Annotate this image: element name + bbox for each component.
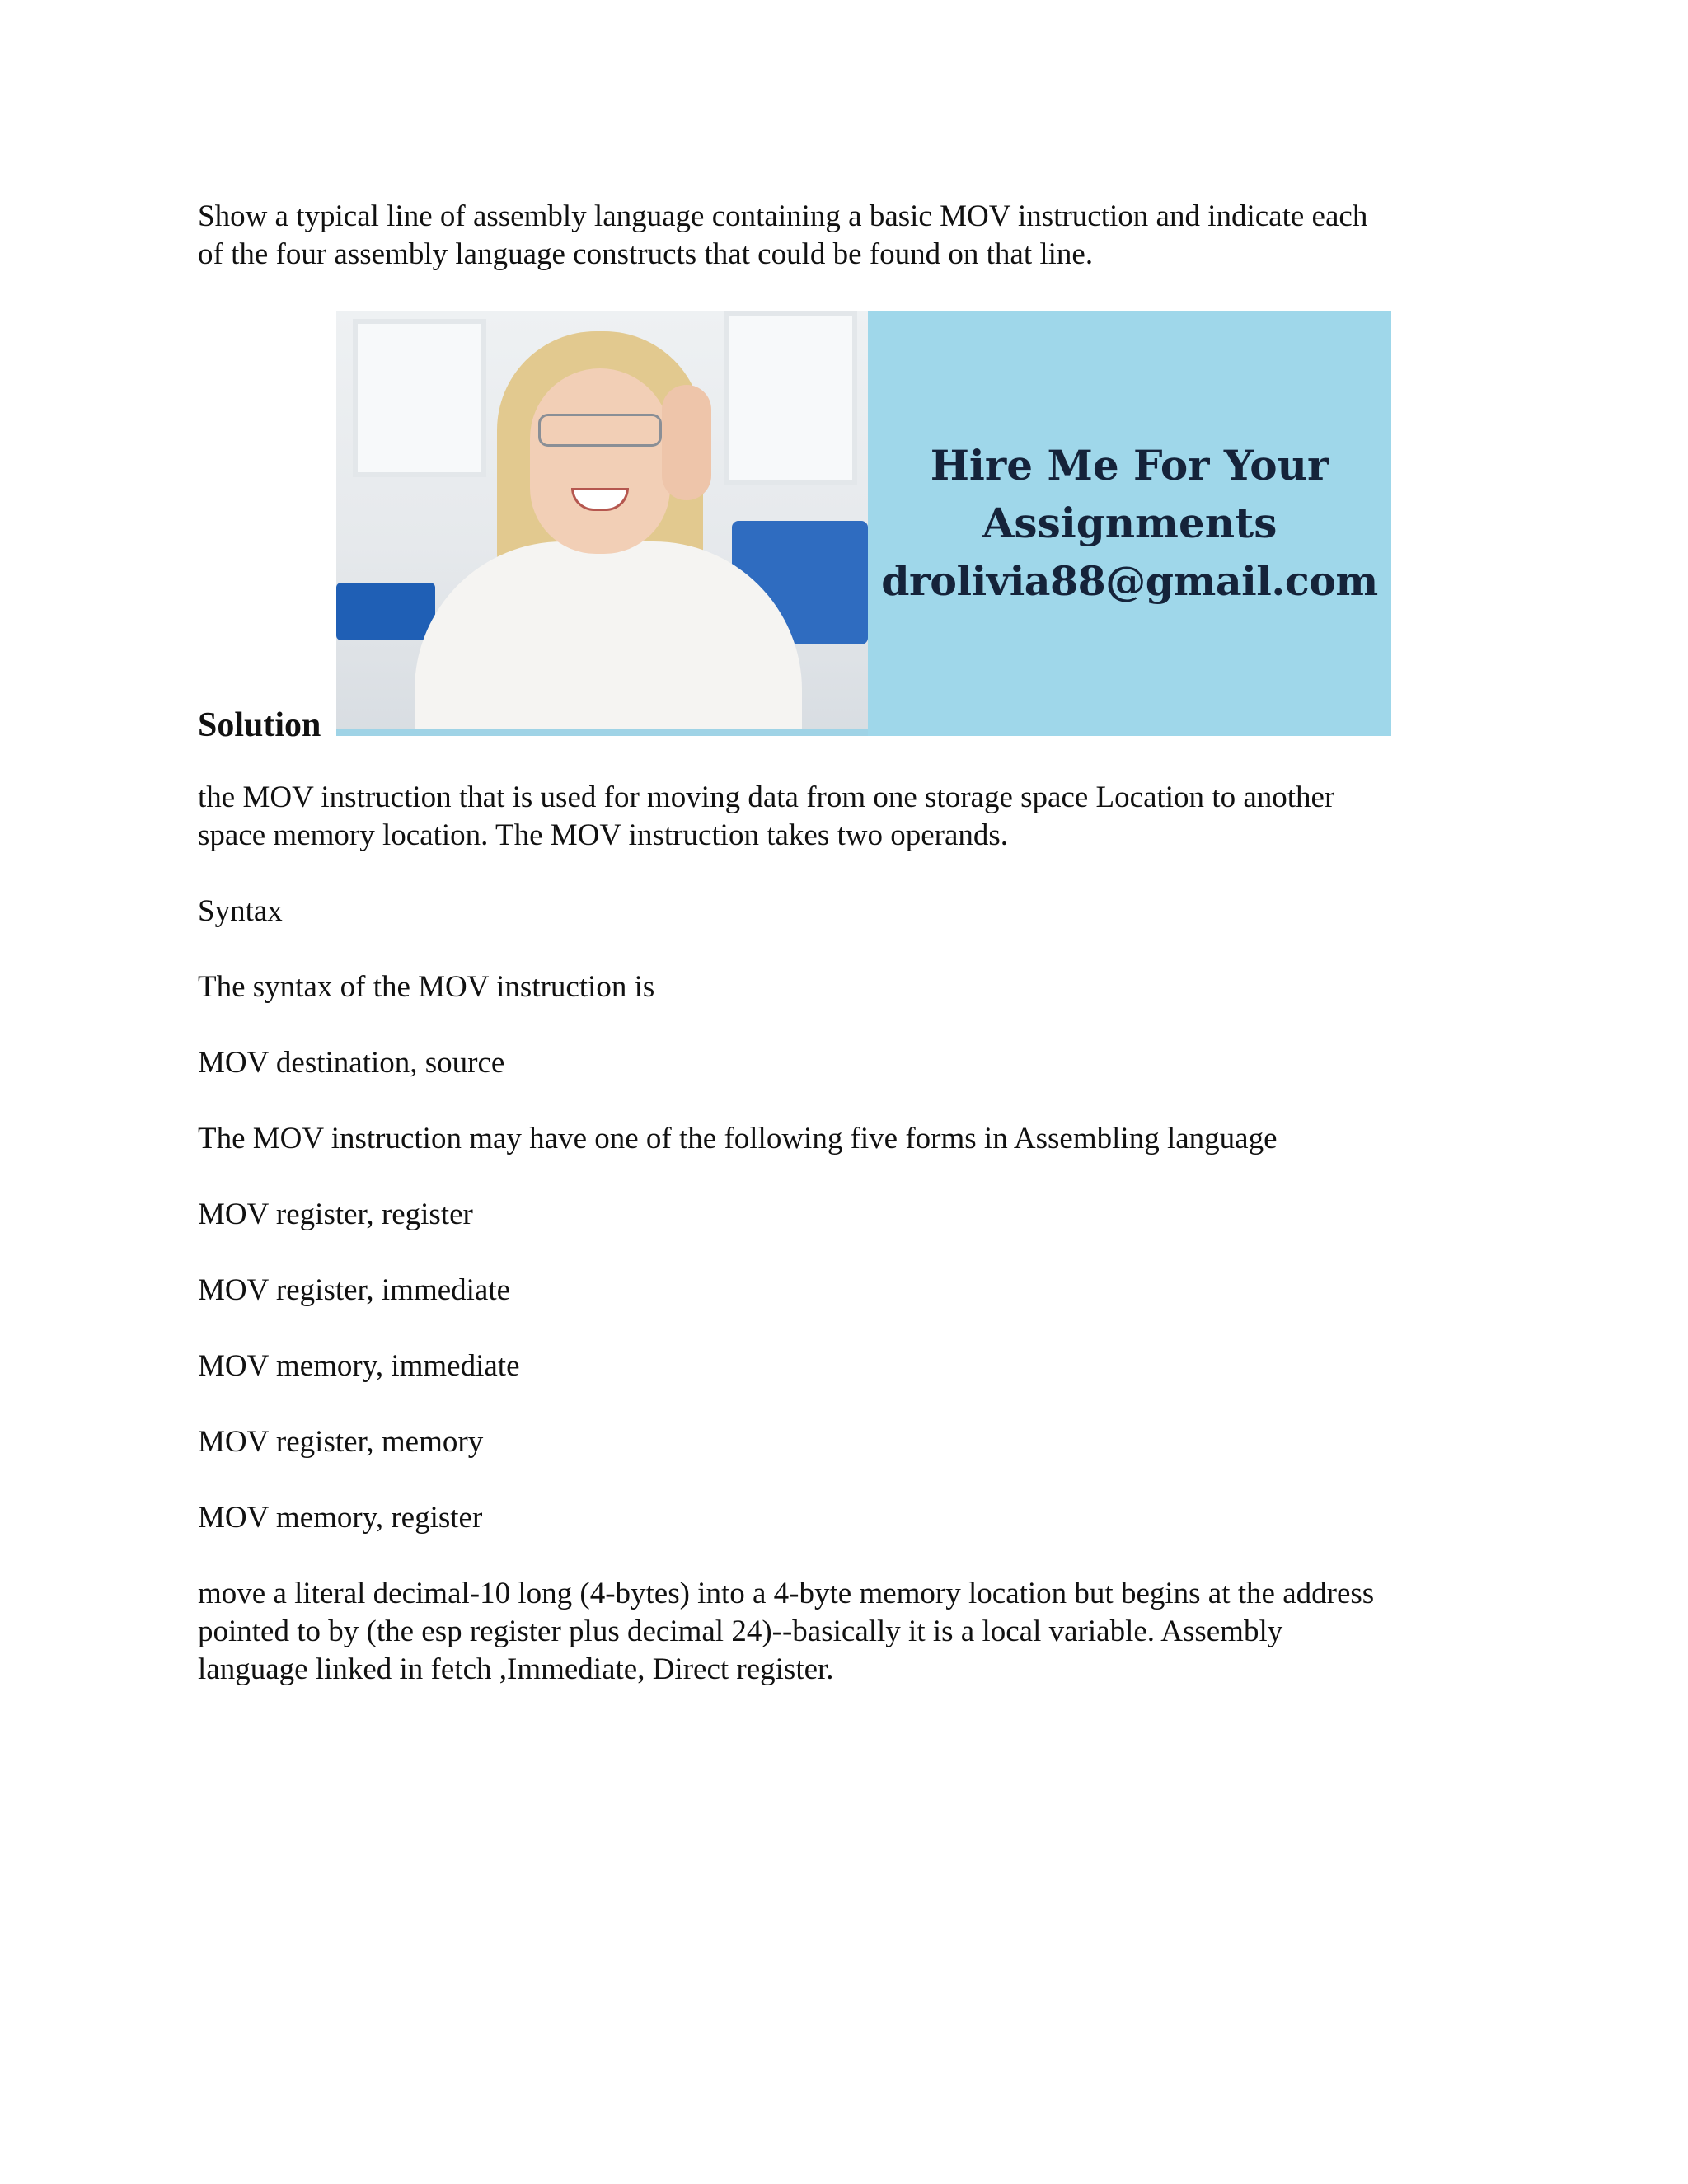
woman-hand (662, 385, 711, 500)
form-item: MOV memory, immediate (198, 1349, 520, 1383)
closing-line-1: move a literal decimal-10 long (4-bytes) into a 4-byte memory location but begins at the address (198, 1577, 1375, 1610)
banner-line-1: Hire Me For Your (930, 441, 1329, 490)
banner-photo (336, 311, 868, 736)
banner-strip (336, 729, 868, 736)
syntax-intro: The syntax of the MOV instruction is (198, 970, 655, 1004)
advertisement-banner (336, 311, 1391, 736)
question-line-2: of the four assembly language constructs that could be found on that line. (198, 237, 1094, 271)
form-item: MOV register, register (198, 1197, 473, 1231)
banner-line-2: Assignments (982, 499, 1278, 547)
form-item: MOV memory, register (198, 1501, 483, 1535)
syntax-form: MOV destination, source (198, 1046, 505, 1080)
question-line-1: Show a typical line of assembly language containing a basic MOV instruction and indicate each (198, 199, 1368, 233)
closing-line-3: language linked in fetch ,Immediate, Direct register. (198, 1652, 834, 1686)
intro-line-2: space memory location. The MOV instruction takes two operands. (198, 818, 1009, 852)
form-item: MOV register, memory (198, 1425, 484, 1459)
chair-shape (336, 583, 435, 640)
closing-line-2: pointed to by (the esp register plus decimal 24)--basically it is a local variable. Assembly (198, 1615, 1283, 1648)
banner-promo-panel (868, 311, 1391, 736)
woman-face (530, 368, 670, 554)
forms-intro: The MOV instruction may have one of the following five forms in Assembling language (198, 1122, 1278, 1155)
syntax-label: Syntax (198, 894, 283, 928)
background-window (353, 319, 486, 477)
glasses-icon (538, 414, 662, 447)
background-window (724, 311, 857, 485)
intro-line-1: the MOV instruction that is used for moving data from one storage space Location to another (198, 780, 1335, 814)
banner-email: drolivia88@gmail.com (881, 557, 1378, 605)
form-item: MOV register, immediate (198, 1273, 511, 1307)
solution-heading: Solution (198, 706, 321, 744)
